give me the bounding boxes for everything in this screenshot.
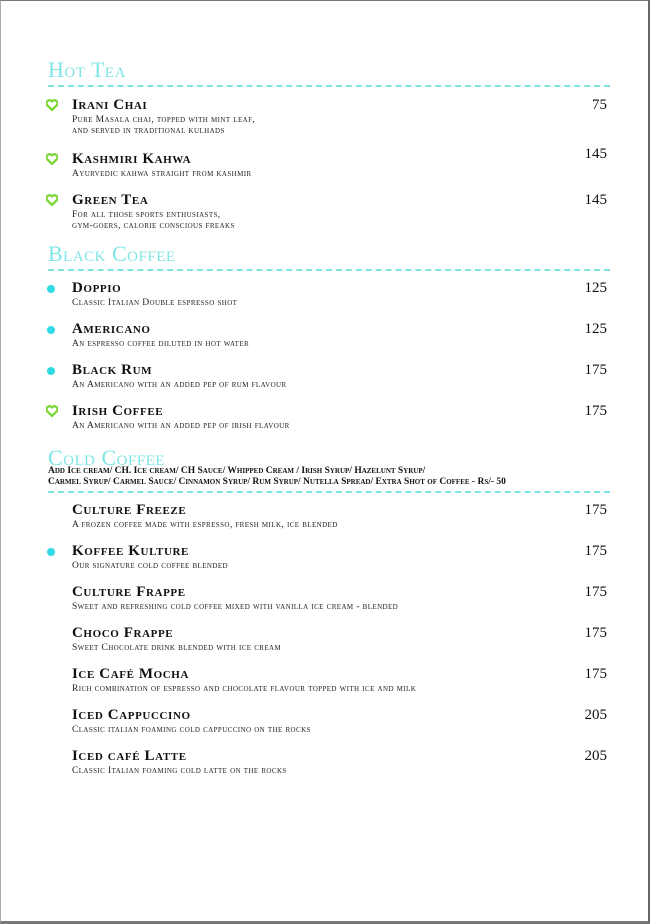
section-title-hot-tea: Hot Tea [48, 57, 126, 82]
item-price: 125 [584, 321, 607, 337]
item-name: Culture Freeze [72, 502, 187, 518]
item-description: A frozen coffee made with espresso, fresh milk, ice blended [72, 520, 338, 530]
menu-item [1, 502, 650, 542]
item-name: Irish Coffee [72, 403, 164, 419]
item-description: Our signature cold coffee blended [72, 561, 228, 571]
item-description-line: gym-goers, calorie conscious freaks [72, 221, 235, 231]
item-name: Culture Frappe [72, 584, 186, 600]
section-title-cold-coffee: Cold Coffee [48, 445, 166, 470]
item-name: Green Tea [72, 192, 149, 208]
item-description: An espresso coffee diluted in hot water [72, 339, 250, 349]
item-name: Kashmiri Kahwa [72, 151, 192, 167]
section-divider [48, 85, 610, 87]
dot-icon [47, 285, 55, 293]
item-name: Koffee Kulture [72, 543, 189, 559]
item-description-line: and served in traditional kulhads [72, 126, 225, 136]
item-price: 145 [584, 146, 607, 162]
heart-icon [46, 153, 58, 165]
item-price: 125 [584, 280, 607, 296]
item-name: Choco Frappe [72, 625, 174, 641]
menu-item [1, 748, 650, 788]
heart-icon [46, 194, 58, 206]
item-description: Classic Italian Double espresso shot [72, 298, 238, 308]
item-description: Sweet Chocolate drink blended with ice cream [72, 643, 282, 653]
menu-item [1, 146, 650, 191]
item-description: Classic italian foaming cold cappuccino on the rocks [72, 725, 311, 735]
section-divider [48, 491, 610, 493]
item-price: 175 [584, 666, 607, 682]
menu-item [1, 584, 650, 624]
item-price: 175 [584, 543, 607, 559]
item-price: 175 [584, 403, 607, 419]
item-name: Doppio [72, 280, 122, 296]
menu-item [1, 97, 650, 137]
heart-icon [46, 99, 58, 111]
item-name: Americano [72, 321, 151, 337]
item-description-line: Pure Masala chai, topped with mint leaf, [72, 115, 256, 125]
menu-item [1, 707, 650, 747]
dot-icon [47, 367, 55, 375]
item-price: 175 [584, 584, 607, 600]
item-name: Irani Chai [72, 97, 148, 113]
heart-icon [46, 405, 58, 417]
section-title-black-coffee: Black Coffee [48, 241, 176, 266]
menu-item [1, 321, 650, 361]
item-description: An Americano with an added pep of rum flavour [72, 380, 287, 390]
menu-item [1, 280, 650, 320]
item-description [72, 115, 492, 137]
item-price: 175 [584, 625, 607, 641]
item-price: 175 [584, 502, 607, 518]
menu-item [1, 362, 650, 402]
item-description: An Americano with an added pep of irish flavour [72, 421, 290, 431]
item-description: Rich combination of espresso and chocolate flavour topped with ice and milk [72, 684, 417, 694]
dot-icon [47, 326, 55, 334]
item-price: 205 [584, 748, 607, 764]
item-price: 205 [584, 707, 607, 723]
menu-item [1, 625, 650, 665]
item-name: Iced Cappuccino [72, 707, 191, 723]
menu-item [1, 192, 650, 232]
menu-item [1, 666, 650, 706]
menu-item [1, 543, 650, 583]
item-description: Sweet and refreshing cold coffee mixed with vanilla ice cream - blended [72, 602, 399, 612]
addons-line: Add Ice cream/ CH. Ice cream/ CH Sauce/ Whipped Cream / Irish Syrup/ Hazelunt Syrup/ [48, 466, 426, 476]
addons-line: Carmel Syrup/ Carmel Sauce/ Cinnamon Syrup/ Rum Syrup/ Nutella Spread/ Extra Shot of Coffee - Rs/- 50 [48, 477, 506, 487]
item-description [72, 210, 492, 232]
item-name: Ice Café Mocha [72, 666, 190, 682]
item-description: Classic Italian foaming cold latte on the rocks [72, 766, 287, 776]
item-name: Iced café Latte [72, 748, 187, 764]
dot-icon [47, 548, 55, 556]
menu-item [1, 403, 650, 443]
item-description-line: For all those sports enthusiasts, [72, 210, 221, 220]
item-price: 175 [584, 362, 607, 378]
item-description: Ayurvedic kahwa straight from kashmir [72, 169, 252, 179]
addons-note [48, 466, 618, 488]
item-price: 145 [584, 192, 607, 208]
item-price: 75 [592, 97, 607, 113]
section-divider [48, 269, 610, 271]
item-name: Black Rum [72, 362, 153, 378]
